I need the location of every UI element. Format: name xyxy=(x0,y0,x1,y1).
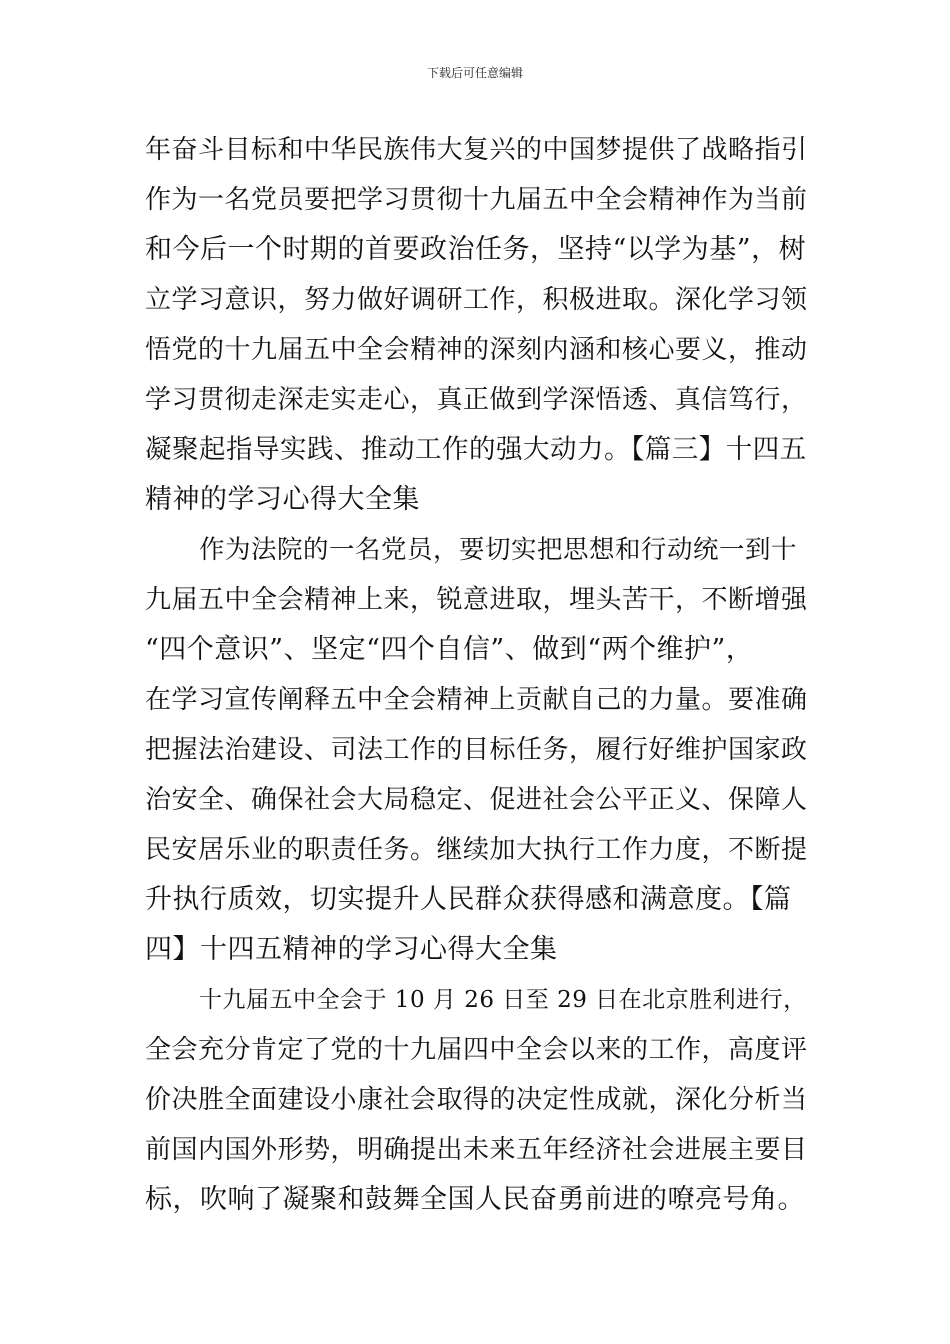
text-line: 价决胜全面建设小康社会取得的决定性成就，深化分析当 xyxy=(145,1085,808,1115)
text-line: 学习贯彻走深走实走心，真正做到学深悟透、真信笃行， xyxy=(145,385,808,415)
text-line: 凝聚起指导实践、推动工作的强大动力。【篇三】十四五 xyxy=(145,434,807,465)
text-line: 和今后一个时期的首要政治任务，坚持“以学为基”，树 xyxy=(145,234,807,265)
page-header: 下载后可任意编辑 xyxy=(426,66,523,80)
text-line: 在学习宣传阐释五中全会精神上贡献自己的力量。要准确 xyxy=(145,685,808,715)
text-line: 十九届五中全会于 10 月 26 日至 29 日在北京胜利进行， xyxy=(199,987,807,1013)
text-line: 四】十四五精神的学习心得大全集 xyxy=(145,934,558,965)
text-line: 精神的学习心得大全集 xyxy=(145,484,420,515)
text-line: 升执行质效，切实提升人民群众获得感和满意度。【篇 xyxy=(145,884,792,915)
text-line: 九届五中全会精神上来，锐意进取，埋头苦干，不断增强 xyxy=(145,585,808,615)
text-line: 作为法院的一名党员，要切实把思想和行动统一到十 xyxy=(199,535,798,565)
text-line: 全会充分肯定了党的十九届四中全会以来的工作，高度评 xyxy=(145,1035,808,1065)
text-line: 民安居乐业的职责任务。继续加大执行工作力度，不断提 xyxy=(145,835,808,865)
text-line: 前国内国外形势，明确提出未来五年经济社会进展主要目 xyxy=(145,1135,808,1165)
text-line: 立学习意识，努力做好调研工作，积极进取。深化学习领 xyxy=(145,285,808,315)
text-line: 治安全、确保社会大局稳定、促进社会公平正义、保障人 xyxy=(145,785,808,815)
text-line: “四个意识”、坚定“四个自信”、做到“两个维护”， xyxy=(145,634,754,665)
text-line: 标，吹响了凝聚和鼓舞全国人民奋勇前进的嘹亮号角。 xyxy=(145,1184,805,1215)
text-line: 作为一名党员要把学习贯彻十九届五中全会精神作为当前 xyxy=(145,185,808,215)
text-line: 悟党的十九届五中全会精神的深刻内涵和核心要义，推动 xyxy=(145,335,808,365)
text-line: 年奋斗目标和中华民族伟大复兴的中国梦提供了战略指引 xyxy=(145,135,808,165)
text-line: 把握法治建设、司法工作的目标任务，履行好维护国家政 xyxy=(145,735,808,765)
